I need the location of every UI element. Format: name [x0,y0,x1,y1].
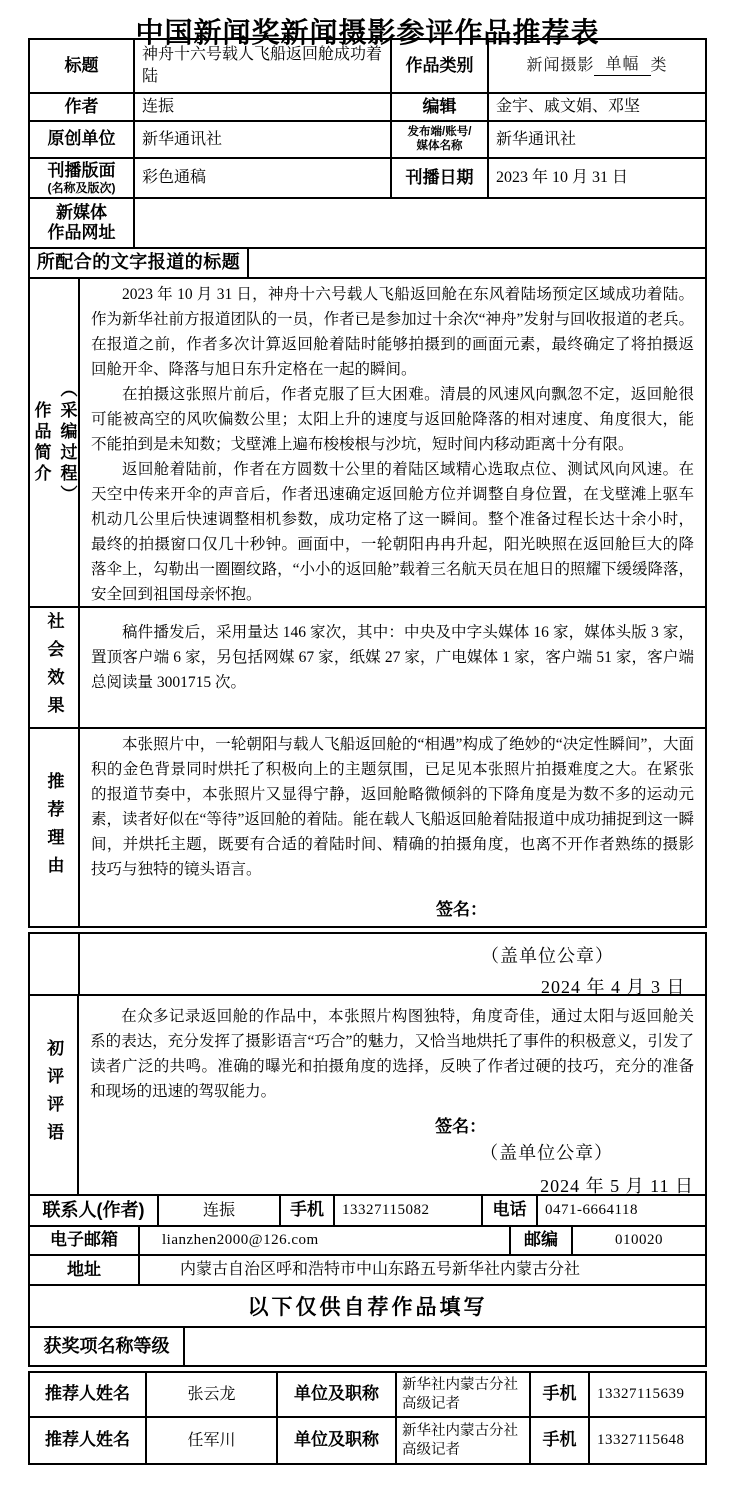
recommender2-mobile: 13327115648 [597,1432,685,1449]
review-sign-label: 签名： [435,1117,487,1136]
platform-label-line1: 发布端/账号/ [407,125,472,138]
recommender1-unit: 新华社内蒙古分社 高级记者 [397,1373,531,1416]
recommender2-unit-label: 单位及职称 [278,1418,397,1463]
intro-paragraph-2: 在拍摄这张照片前后，作者克服了巨大困难。清晨的风速风向飘忽不定，返回舱很可能被高空的风吹偏数公里；太阳上升的速度与返回舱降落的相对速度、角度很大，能不能拍到是未知数；戈壁滩上遍布梭梭根与沙坑，短时间内移动距离十分有限。 [91,386,694,453]
seal-stamp: （盖单位公章） [481,946,614,966]
related-title-label: 所配合的文字报道的标题 [30,249,249,277]
row-related-title [30,249,705,279]
review-date: 2024 年 5 月 11 日 [540,1176,694,1196]
recommender1-mobile: 13327115639 [597,1386,685,1403]
newmedia-label-line1: 新媒体 [56,202,107,222]
row-seal [30,934,705,996]
row-author [30,94,705,122]
related-title-value [249,249,705,277]
self-rec-section-title: 以下仅供自荐作品填写 [30,1286,705,1328]
seal-empty-label [30,934,80,994]
page-title: 中国新闻奖新闻摄影参评作品推荐表 [135,18,600,49]
review-text-cell [79,996,705,1194]
zip-label: 邮编 [511,1227,573,1254]
seal-date: 2024 年 4 月 3 日 [541,977,686,997]
contact-phone-value: 0471-6664118 [545,1202,638,1219]
social-text: 稿件播发后，采用量达 146 家次，其中：中央及中字头媒体 16 家，媒体头版 3 家，置顶客户端 6 家，另包括网媒 67 家，纸媒 27 家，广电媒体 1 家，客户端 51 家，客户端总阅读量 3001715 次。 [91,624,694,691]
category-value [489,40,705,92]
recommender1-mobile-label: 手机 [531,1373,590,1416]
recommender2-mobile-label: 手机 [531,1418,590,1463]
orig-unit-label: 原创单位 [30,122,135,157]
author-label: 作者 [30,94,135,120]
author-value: 连振 [135,94,392,120]
title-label: 标题 [30,40,135,92]
review-label [30,996,79,1194]
social-label-text: 社会效果 [44,611,64,724]
row-intro [30,279,705,608]
category-prefix: 新闻摄影 [526,57,595,75]
newmedia-label [30,199,135,247]
platform-value: 新华通讯社 [496,130,577,148]
title-value: 神舟十六号载人飞船返回舱成功着陆 [135,40,392,92]
intro-label [30,279,80,606]
recommender2-name: 任军川 [147,1418,278,1463]
social-text-cell [80,608,705,727]
layout-label-main: 刊播版面 [47,160,116,180]
award-label: 获奖项名称等级 [30,1328,185,1365]
recommend-text: 本张照片中，一轮朝阳与载人飞船返回舱的“相遇”构成了绝妙的“决定性瞬间”，大面积的金色背景同时烘托了积极向上的主题氛围，已足见本张照片拍摄难度之大。在紧张的报道节奏中，本张照片又显得宁静，返回舱略微倾斜的下降角度是为数不多的运动元素，读者好似在“等待”返回舱的着陆。能在载人飞船返回舱着陆报道中成功捕捉到这一瞬间，并烘托主题，既要有合适的着陆时间、精确的拍摄角度，也离不开作者熟练的摄影技巧与独特的镜头语言。 [91,736,694,878]
address-value: 内蒙古自治区呼和浩特市中山东路五号新华社内蒙古分社 [180,1261,581,1279]
recommender-row-2 [30,1418,705,1463]
platform-label-line2: 媒体名称 [416,139,463,152]
pub-date-label: 刊播日期 [392,159,489,197]
contact-person-label: 联系人(作者) [30,1196,159,1225]
email-label: 电子邮箱 [30,1227,140,1254]
intro-paragraph-3: 返回舱着陆前，作者在方圆数十公里的着陆区域精心选取点位、测试风向风速。在天空中传来开伞的声音后，作者迅速确定返回舱方位并调整自身位置，在戈壁滩上驱车机动几公里后快速调整相机参数，成功定格了这一瞬间。整个准备过程长达十余小时，最终的拍摄窗口仅几十秒钟。画面中，一轮朝阳冉冉升起，阳光映照在返回舱巨大的降落伞上，勾勒出一圈圈纹路，“小小的返回舱”载着三名航天员在旭日的照耀下缓缓降落，安全回到祖国母亲怀抱。 [91,461,694,603]
address-label: 地址 [30,1256,140,1284]
review-text: 在众多记录返回舱的作品中，本张照片构图独特，角度奇佳，通过太阳与返回舱关系的表达，充分发挥了摄影语言“巧合”的魅力，又恰当地烘托了事件的积极意义，引发了读者广泛的共鸣。准确的曝光和拍摄角度的选择，反映了作者过硬的技巧，充分的准备和现场的迅速的驾驭能力。 [90,1008,694,1100]
intro-text [80,279,705,606]
category-fill: 单幅 [594,56,650,75]
row-email [30,1227,705,1256]
intro-paragraph-1: 2023 年 10 月 31 日，神舟十六号载人飞船返回舱在东风着陆场预定区域成功着陆。作为新华社前方报道团队的一员，作者已是参加过十余次“神舟”发射与回收报道的老兵。在报道之前，作者多次计算返回舱着陆时能够拍摄到的画面元素，最终确定了将拍摄返回舱开伞、降落与旭日东升定格在一起的瞬间。 [91,286,694,378]
layout-label [30,159,135,197]
layout-value: 彩色通稿 [135,159,392,197]
contact-mobile-value: 13327115082 [335,1196,483,1225]
row-title [30,40,705,94]
social-label [30,608,80,727]
category-label: 作品类别 [392,40,489,92]
editor-value: 金宇、戚文娟、邓坚 [496,98,641,116]
review-stamp: （盖单位公章） [480,1143,614,1163]
contact-person-value: 连振 [159,1196,281,1225]
category-suffix: 类 [650,57,668,75]
recommend-label [30,729,80,926]
main-table [28,38,707,928]
recommender1-name-label: 推荐人姓名 [30,1373,147,1416]
row-contact [30,1196,705,1227]
contact-phone-label: 电话 [483,1196,538,1225]
row-recommend [30,729,705,926]
review-table [28,932,707,1367]
row-review [30,996,705,1196]
row-award [30,1328,705,1365]
pub-date-value: 2023 年 10 月 31 日 [496,169,629,187]
recommender-row-1 [30,1373,705,1418]
layout-label-sub: (名称及版次) [47,181,116,195]
review-label-text: 初评评语 [44,1039,64,1151]
recommender-table [28,1371,707,1465]
recommender1-unit-label: 单位及职称 [278,1373,397,1416]
newmedia-label-line2: 作品网址 [47,223,116,242]
row-social [30,608,705,729]
email-value: lianzhen2000@126.com [140,1227,511,1254]
zip-value: 010020 [615,1232,663,1249]
intro-label-main: 作品简介 [31,400,51,485]
recommender1-name: 张云龙 [147,1373,278,1416]
row-layout [30,159,705,199]
orig-unit-value: 新华通讯社 [135,122,392,157]
row-orig-unit [30,122,705,159]
recommend-text-cell [80,729,705,926]
recommender2-unit: 新华社内蒙古分社 高级记者 [397,1418,531,1463]
contact-mobile-label: 手机 [281,1196,335,1225]
platform-label [392,122,489,157]
editor-label: 编辑 [392,94,489,120]
recommend-label-text: 推荐理由 [44,771,64,884]
intro-label-paren: （采编过程） [57,379,77,506]
seal-cell [80,934,705,997]
award-value [185,1328,705,1365]
recommend-sign-label: 签名： [436,900,487,919]
recommender2-name-label: 推荐人姓名 [30,1418,147,1463]
row-newmedia [30,199,705,249]
row-address [30,1256,705,1286]
newmedia-value [135,199,705,247]
